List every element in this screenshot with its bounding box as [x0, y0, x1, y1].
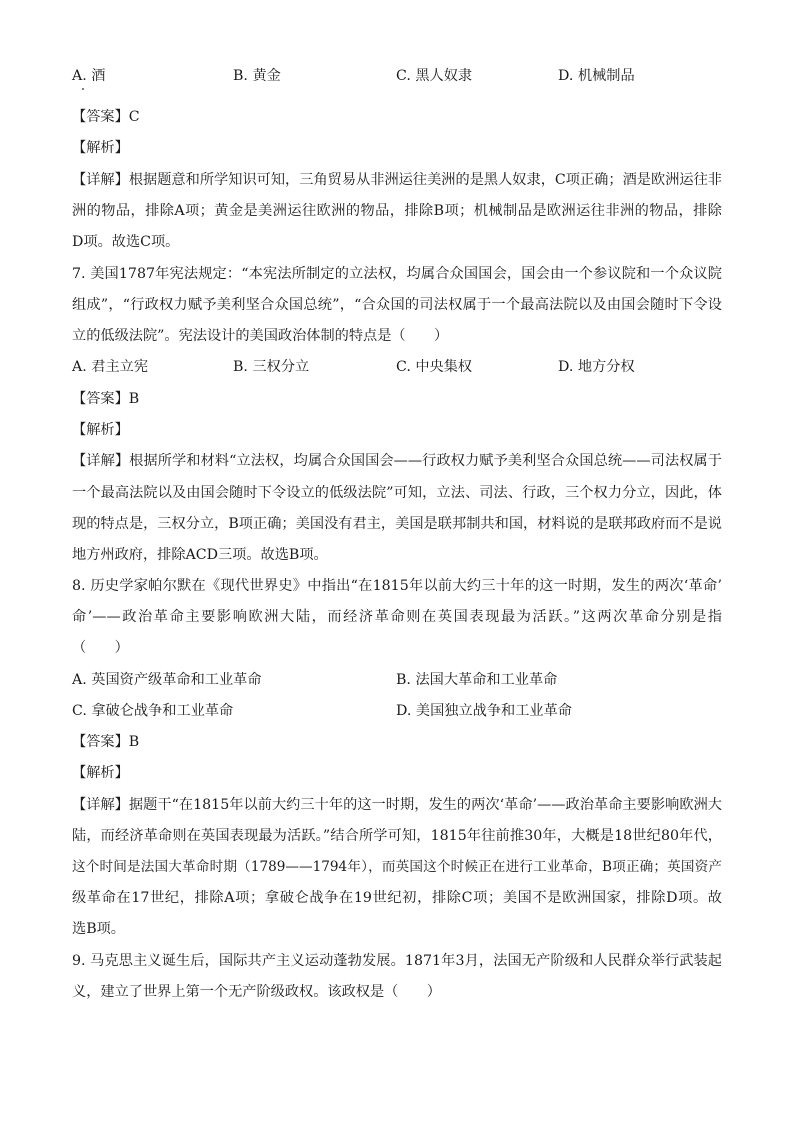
q7-analysis-label: 【解析】 — [72, 422, 129, 438]
q8-detail-line-2: 陆，而经济革命则在英国表现最为活跃。”结合所学可知，1815年往前推30年，大概是18世纪80年代， — [72, 828, 722, 844]
q8-answer: 【答案】B — [72, 734, 140, 750]
q7-stem-line-1: 7. 美国1787年宪法规定：“本宪法所制定的立法权，均属合众国国会，国会由一个参议院和一个众议院 — [72, 266, 722, 282]
q8-option-a: A. 英国资产级革命和工业革命 — [72, 672, 262, 688]
q9-stem-line-2: 义，建立了世界上第一个无产阶级政权。该政权是（ ） — [72, 984, 441, 1000]
stray-dot-mark — [82, 88, 84, 90]
q8-detail-line-1: 【详解】据题干“在1815年以前大约三十年的这一时期，发生的两次‘革命’——政治革命主要影响欧洲大 — [72, 797, 722, 813]
q6-option-c: C. 黑人奴隶 — [396, 68, 473, 84]
q6-detail-line-3: D项。故选C项。 — [72, 234, 180, 250]
q6-option-b: B. 黄金 — [233, 68, 281, 84]
q7-stem-line-2: 组成”，“行政权力赋予美利坚合众国总统”，“合众国的司法权属于一个最高法院以及由国会随时下令设 — [72, 297, 722, 313]
q7-option-c: C. 中央集权 — [396, 359, 473, 375]
q9-stem-line-1: 9. 马克思主义诞生后，国际共产主义运动蓬勃发展。1871年3月，法国无产阶级和人民群众举行武装起 — [72, 953, 722, 969]
q8-detail-line-4: 级革命在17世纪，排除A项；拿破仑战争在19世纪初，排除C项；美国不是欧洲国家，排除D项。故 — [72, 890, 722, 906]
q8-option-d: D. 美国独立战争和工业革命 — [396, 703, 572, 719]
q8-stem-line-1: 8. 历史学家帕尔默在《现代世界史》中指出“在1815年以前大约三十年的这一时期，发生的两次‘革命’ — [72, 578, 722, 594]
q8-option-b: B. 法国大革命和工业革命 — [396, 672, 558, 688]
q8-option-c: C. 拿破仑战争和工业革命 — [72, 703, 234, 719]
q7-answer: 【答案】B — [72, 391, 140, 407]
q6-answer: 【答案】C — [72, 109, 140, 125]
q6-analysis-label: 【解析】 — [72, 140, 129, 156]
q7-stem-line-3: 立的低级法院”。宪法设计的美国政治体制的特点是（ ） — [72, 328, 449, 344]
q7-detail-line-4: 地方州政府，排除ACD三项。故选B项。 — [72, 547, 328, 563]
q6-option-d: D. 机械制品 — [558, 68, 635, 84]
q7-option-b: B. 三权分立 — [233, 359, 310, 375]
q8-detail-line-3: 这个时间是法国大革命时期（1789——1794年），而英国这个时候正在进行工业革命，B项正确；英国资产 — [72, 859, 722, 875]
q8-analysis-label: 【解析】 — [72, 765, 129, 781]
q7-detail-line-2: 一个最高法院以及由国会随时下令设立的低级法院”可知，立法、司法、行政，三个权力分立，因此，体 — [72, 485, 722, 501]
q8-stem-line-3: （ ） — [72, 640, 129, 656]
q8-stem-line-2: 命’——政治革命主要影响欧洲大陆，而经济革命则在英国表现最为活跃。”这两次革命分别是指 — [72, 609, 722, 625]
q7-option-a: A. 君主立宪 — [72, 359, 149, 375]
q6-detail-line-1: 【详解】根据题意和所学知识可知，三角贸易从非洲运往美洲的是黑人奴隶，C项正确；酒是欧洲运往非 — [72, 172, 722, 188]
q7-detail-line-3: 现的特点是，三权分立，B项正确；美国没有君主，美国是联邦制共和国，材料说的是联邦政府而不是说 — [72, 516, 722, 532]
q7-detail-line-1: 【详解】根据所学和材料“立法权，均属合众国国会——行政权力赋予美利坚合众国总统——司法权属于 — [72, 453, 722, 469]
q8-detail-line-5: 选B项。 — [72, 921, 125, 937]
q7-option-d: D. 地方分权 — [558, 359, 635, 375]
q6-option-a: A. 酒 — [72, 68, 106, 84]
q6-detail-line-2: 洲的物品，排除A项；黄金是美洲运往欧洲的物品，排除B项；机械制品是欧洲运往非洲的物品，排除 — [72, 203, 722, 219]
